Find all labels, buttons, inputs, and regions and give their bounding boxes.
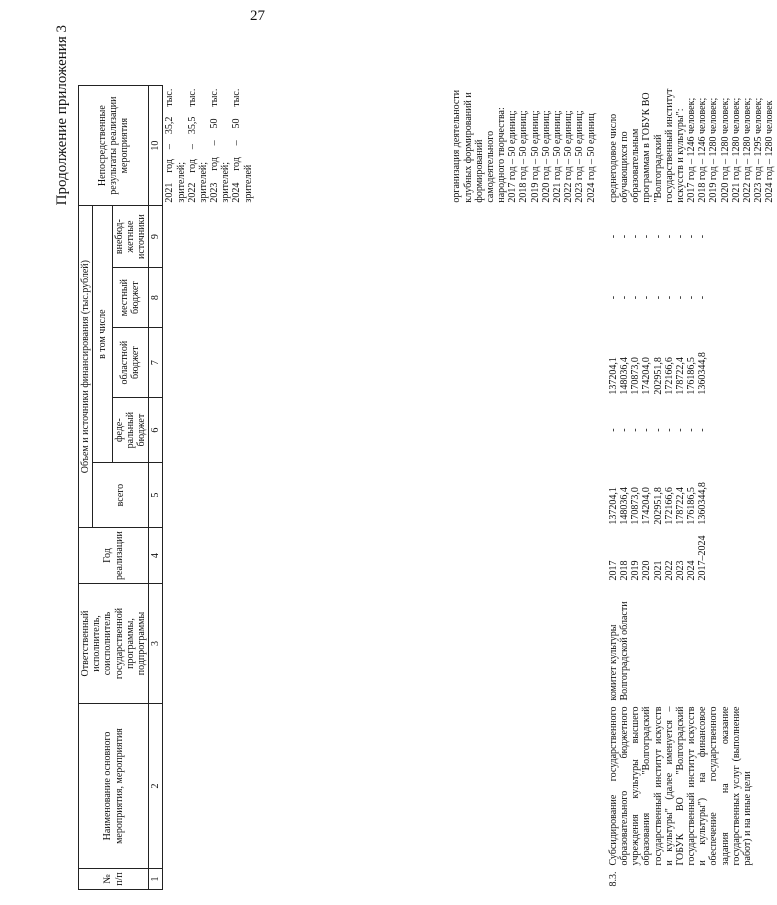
header-number: № п/п <box>79 869 149 890</box>
row-federal: - - - - - - - - - <box>607 428 709 432</box>
header-name: Наименование основного мероприятия, мероприятия <box>79 704 149 869</box>
rotated-page <box>52 15 776 890</box>
row-extra: - - - - - - - - - <box>607 234 709 239</box>
header-federal: феде- ральный бюджет <box>112 398 149 463</box>
column-number: 2 <box>149 704 163 869</box>
column-number: 9 <box>149 206 163 268</box>
row-local: - - - - - - - - - <box>607 295 709 300</box>
header-executor: Ответственный исполнитель, соисполнитель государственной программы, подпрограммы <box>79 584 149 704</box>
header-funding: Объем и источники финансирования (тыс.рублей) <box>79 206 93 528</box>
row-name: Субсидирование государственного образовательного бюджетного учреждения культуры высшего образования "Волгоградский государственный институт искусств и культуры" (далее именуется – ГОБУК ВО "Волгоградский государственный институт искусств и культуры") на финансовое обеспечение государственного задания на оказание государственных услуг (выполнение работ) и на иные цели <box>607 706 753 866</box>
column-number: 4 <box>149 528 163 584</box>
funding-table <box>78 85 777 890</box>
header-local: местный бюджет <box>112 268 149 328</box>
column-numbers-row <box>149 86 163 890</box>
table-row-8-3 <box>598 86 777 890</box>
header-year: Год реализации <box>79 528 149 584</box>
page-number: 27 <box>250 8 265 24</box>
row-total: 137204,1 148036,4 170873,0 174204,0 202951,8 172166,6 178722,4 176186,5 1360344,8 <box>607 482 709 525</box>
header-total: всего <box>93 463 149 528</box>
column-number: 5 <box>149 463 163 528</box>
column-number: 10 <box>149 86 163 206</box>
table-row-previous-continued <box>445 86 597 890</box>
row-results: среднегодовое число обучающихся по образовательным программам в ГОБУК ВО "Волгоградский государственный институт искусств и культуры": 2017 год – 1246 человек; 2018 год – 1246 человек; 2019 год – 1280 человек; 2020 год – 1280 человек; 2021 год – 1280 человек; 2022 год – 1280 человек; 2023 год – 1295 человек; 2024 год – 1280 человек <box>607 88 776 203</box>
header-row-1 <box>79 86 93 890</box>
header-results: Непосредственные результаты реализации мероприятия <box>79 86 149 206</box>
column-number: 1 <box>149 869 163 890</box>
column-number: 8 <box>149 268 163 328</box>
row-regional: 137204,1 148036,4 170873,0 174204,0 202951,8 172166,6 178722,4 176186,5 1360344,8 <box>607 352 709 395</box>
header-extra: внебюд- жетные источники <box>112 206 149 268</box>
column-number: 6 <box>149 398 163 463</box>
row-number: 8.3. <box>607 871 619 887</box>
previous-results-clubs: организация деятельности клубных формирований и формирований самодеятельного народного творчества: 2017 год – 50 единиц; 2018 год – 50 единиц; 2019 год – 50 единиц; 2020 год – 50 единиц; 2021 год – 50 единиц; 2022 год – 50 единиц; 2023 год – 50 единиц; 2024 год – 50 единиц <box>451 89 597 203</box>
column-number: 3 <box>149 584 163 704</box>
row-executor: комитет культуры Волгоградской области <box>607 601 630 701</box>
header-including: в том числе <box>93 206 112 463</box>
previous-results: 2021 год – 35,2 тыс. зрителей; 2022 год – 35,5 тыс. зрителей; 2023 год – 50 тыс. зрителей; 2024 год – 50 тыс. зрителей <box>163 86 446 206</box>
row-years: 2017 2018 2019 2020 2021 2022 2023 2024 2017–2024 <box>607 535 709 581</box>
header-regional: областной бюджет <box>112 328 149 398</box>
continuation-heading: Продолжение приложения 3 <box>54 25 70 206</box>
column-number: 7 <box>149 328 163 398</box>
table-row-previous <box>163 86 446 890</box>
